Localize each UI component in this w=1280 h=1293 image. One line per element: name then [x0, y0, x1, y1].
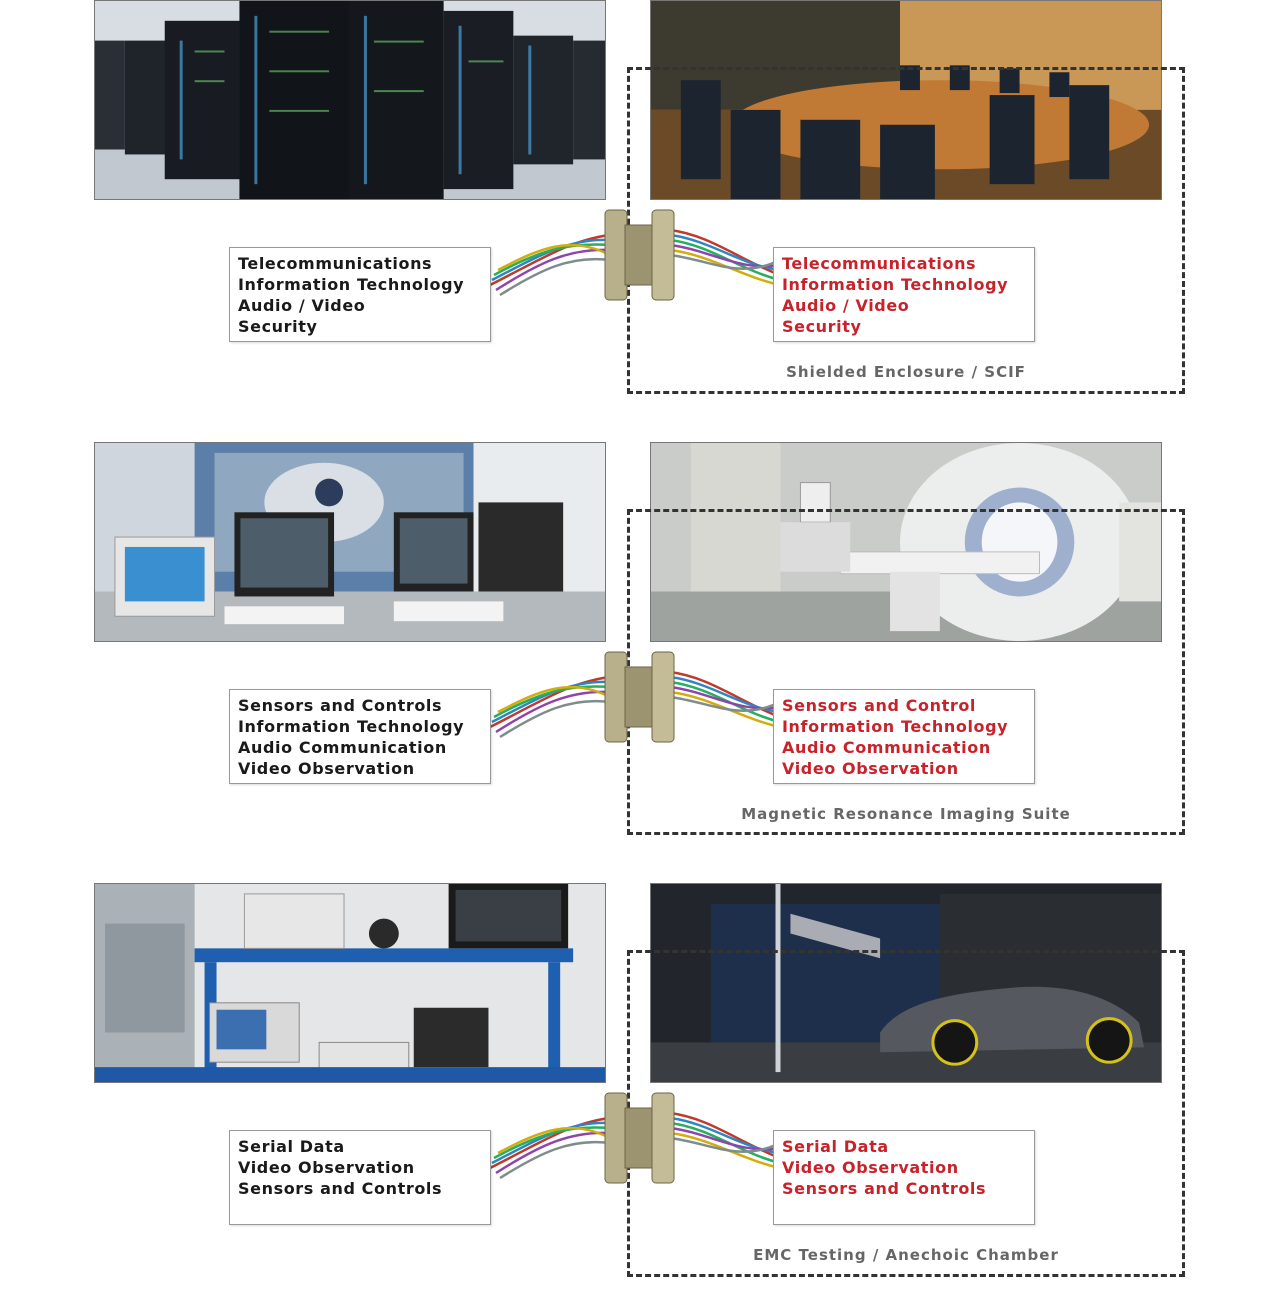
service-label: Video Observation: [782, 1158, 959, 1177]
enclosure-caption: Magnetic Resonance Imaging Suite: [741, 805, 1071, 823]
enclosure-services-box: [773, 1130, 1035, 1225]
enclosure-services-box: [773, 689, 1035, 784]
service-label: Sensors and Control: [782, 696, 977, 715]
enclosure-caption: Shielded Enclosure / SCIF: [786, 363, 1026, 381]
service-label: Audio / Video: [238, 296, 366, 315]
service-label: Information Technology: [782, 717, 1009, 736]
service-label: Information Technology: [238, 275, 465, 294]
inside-services-box: [229, 689, 491, 784]
service-label: Sensors and Controls: [238, 1179, 443, 1198]
panel-scif: [0, 0, 1280, 410]
service-label: Security: [238, 317, 318, 336]
service-label: Video Observation: [782, 759, 959, 778]
service-label: Security: [782, 317, 862, 336]
service-label: Audio Communication: [782, 738, 991, 757]
service-label: Sensors and Controls: [238, 696, 443, 715]
service-label: Telecommunications: [238, 254, 433, 273]
enclosure-caption: EMC Testing / Anechoic Chamber: [753, 1246, 1059, 1264]
inside-services-box: [229, 247, 491, 342]
enclosure-services-box: [773, 247, 1035, 342]
service-label: Video Observation: [238, 1158, 415, 1177]
control-room-photo: [94, 442, 606, 642]
service-label: Serial Data: [238, 1137, 345, 1156]
service-label: Information Technology: [782, 275, 1009, 294]
service-label: Video Observation: [238, 759, 415, 778]
service-label: Telecommunications: [782, 254, 977, 273]
service-label: Information Technology: [238, 717, 465, 736]
service-label: Audio Communication: [238, 738, 447, 757]
inside-services-box: [229, 1130, 491, 1225]
service-label: Serial Data: [782, 1137, 889, 1156]
panel-mri: [0, 442, 1280, 852]
server-room-photo: [94, 0, 606, 200]
panel-emc: [0, 883, 1280, 1293]
bulkhead-connector-icon: [480, 200, 800, 310]
service-label: Audio / Video: [782, 296, 910, 315]
bulkhead-connector-icon: [480, 642, 800, 752]
bulkhead-connector-icon: [480, 1083, 800, 1193]
service-label: Sensors and Controls: [782, 1179, 987, 1198]
test-lab-photo: [94, 883, 606, 1083]
